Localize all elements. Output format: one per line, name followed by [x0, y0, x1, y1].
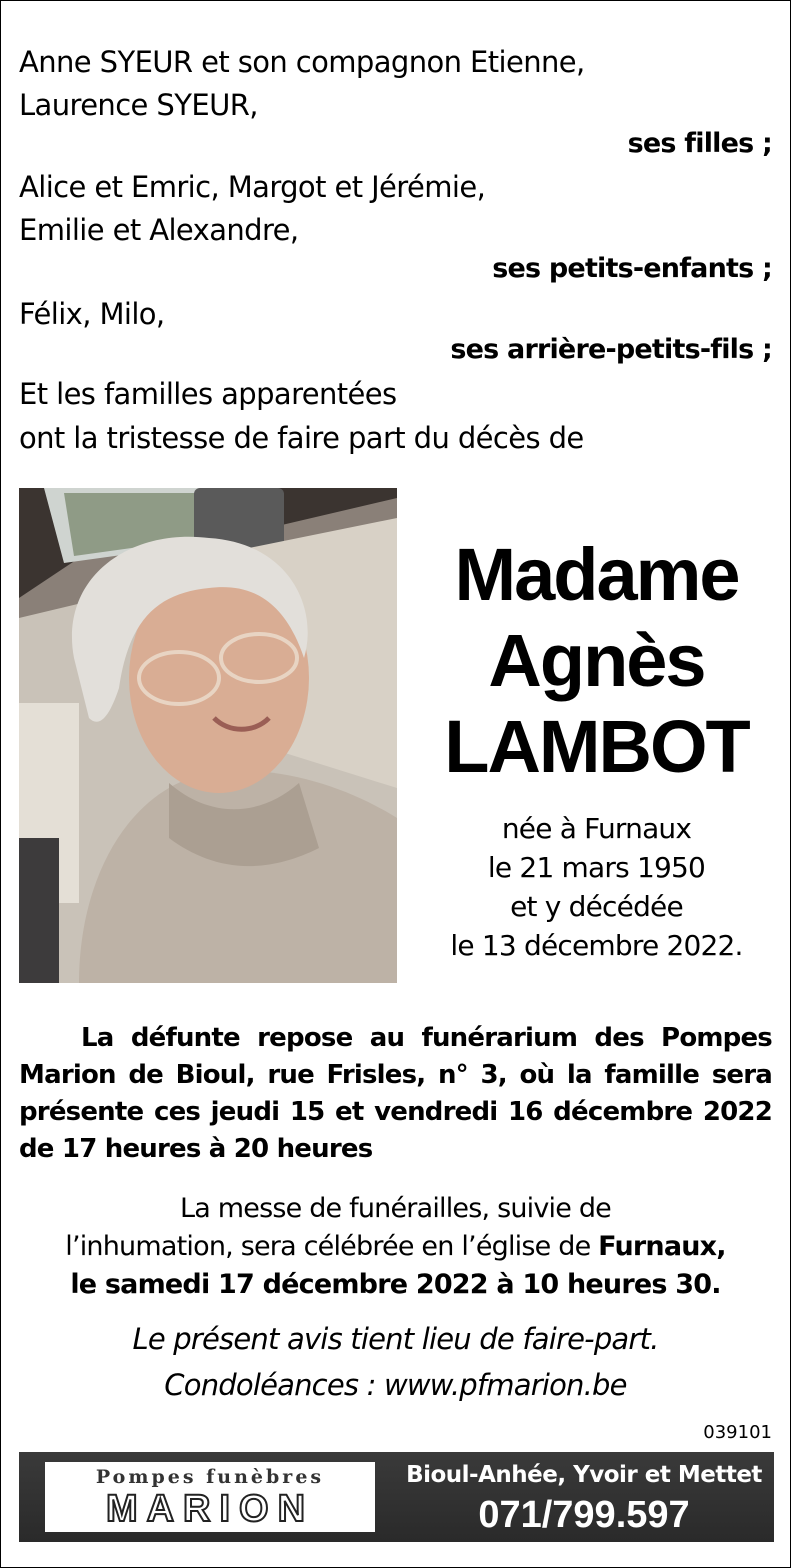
family-line: ont la tristesse de faire part du décès de: [19, 421, 584, 455]
date-line: et y décédée: [510, 890, 683, 923]
funeral-home-logo: [45, 1462, 375, 1532]
date-line: née à Furnaux: [501, 812, 692, 845]
mass-line: l’inhumation, sera célébrée en l’église de Furnaux,: [65, 1231, 726, 1262]
logo-wordmark: MARION: [105, 1488, 315, 1530]
mass-line: La messe de funérailles, suivie de: [180, 1193, 611, 1224]
funeral-home-phone: 071/799.597: [478, 1494, 690, 1536]
family-line: Emilie et Alexandre,: [19, 213, 299, 247]
family-line: Et les familles apparentées: [19, 377, 397, 411]
condolences-text: Condoléances : www.pfmarion.be: [164, 1368, 627, 1402]
family-line: Laurence SYEUR,: [19, 88, 258, 122]
family-line: Anne SYEUR et son compagnon Etienne,: [19, 45, 585, 79]
reference-number: 039101: [703, 1422, 772, 1443]
relation-label: ses arrière-petits-fils ;: [450, 334, 772, 365]
funeral-home-locations: Bioul-Anhée, Yvoir et Mettet: [406, 1462, 762, 1488]
relation-label: ses petits-enfants ;: [492, 253, 772, 284]
family-line: Félix, Milo,: [19, 297, 165, 331]
date-line: le 13 décembre 2022.: [450, 929, 743, 962]
deceased-title: Madame: [454, 533, 739, 616]
relation-label: ses filles ;: [627, 128, 772, 159]
family-line: Alice et Emric, Margot et Jérémie,: [19, 170, 486, 204]
portrait-photo: [19, 488, 397, 983]
funeral-home-banner: [19, 1452, 774, 1542]
deceased-last-name: LAMBOT: [444, 705, 749, 788]
deceased-first-name: Agnès: [488, 619, 705, 702]
mass-date-line: le samedi 17 décembre 2022 à 10 heures 30.: [70, 1269, 721, 1300]
notice-text: Le présent avis tient lieu de faire-part.: [132, 1322, 659, 1356]
viewing-information: La défunte repose au funérarium des Pompes Marion de Bioul, rue Frisles, n° 3, où la famille sera présente ces jeudi 15 et vendredi 16 décembre 2022 de 17 heures à 20 heures: [19, 1023, 772, 1164]
funeral-mass-information: [19, 1190, 772, 1304]
logo-tagline: Pompes funèbres: [95, 1466, 325, 1488]
date-line: le 21 mars 1950: [487, 851, 706, 884]
